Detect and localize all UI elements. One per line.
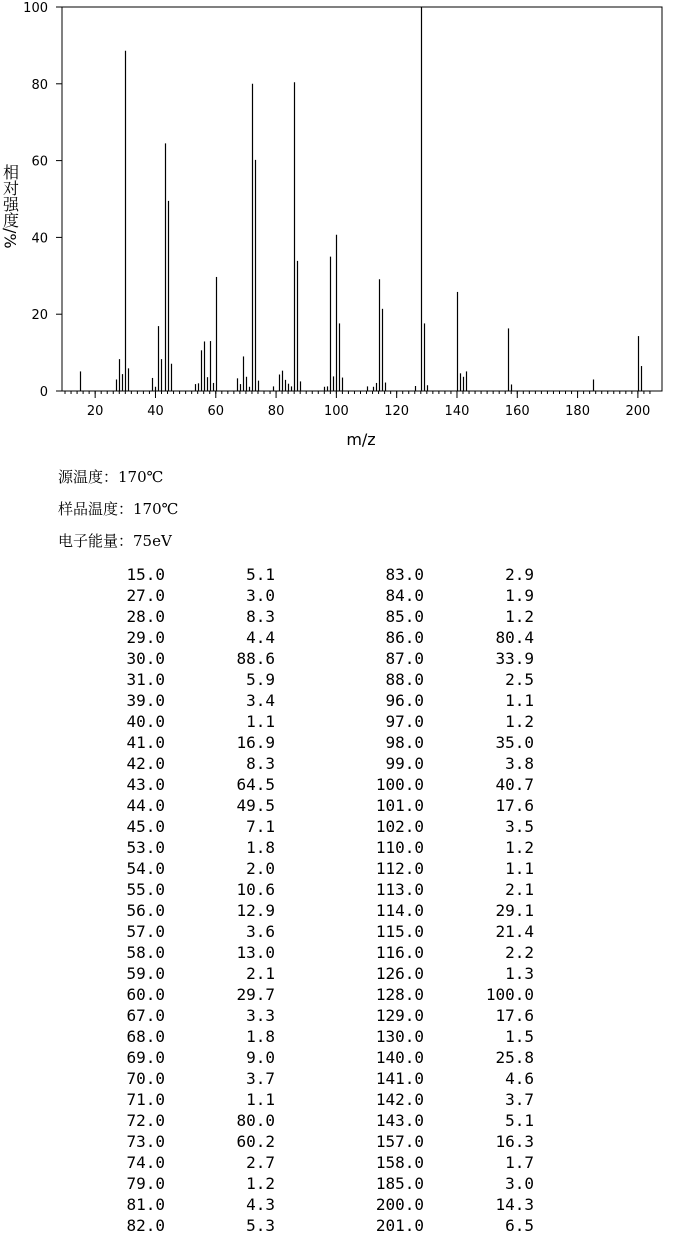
x-tick-label: 200	[625, 404, 651, 419]
x-tick-label: 60	[207, 404, 225, 419]
mz-value: 100.0	[375, 775, 424, 794]
intensity-value: 5.1	[505, 1111, 534, 1130]
mz-value: 53.0	[126, 838, 165, 857]
x-tick-label: 180	[565, 404, 590, 419]
intensity-value: 3.8	[505, 754, 534, 773]
mz-value: 30.0	[126, 649, 165, 668]
intensity-value: 8.3	[246, 607, 275, 626]
mz-value: 39.0	[126, 691, 165, 710]
source-temperature: 源温度：170℃	[58, 468, 164, 486]
intensity-value: 14.3	[495, 1195, 534, 1214]
mz-value: 128.0	[375, 985, 424, 1004]
mass-spectrum-chart	[0, 0, 680, 460]
intensity-value: 33.9	[495, 649, 534, 668]
intensity-value: 25.8	[495, 1048, 534, 1067]
intensity-value: 7.1	[246, 817, 275, 836]
intensity-value: 6.5	[505, 1216, 534, 1235]
mz-value: 101.0	[375, 796, 424, 815]
intensity-value: 21.4	[495, 922, 534, 941]
intensity-value: 3.0	[246, 586, 275, 605]
y-tick-label: 0	[39, 385, 48, 400]
mz-value: 31.0	[126, 670, 165, 689]
intensity-value: 4.3	[246, 1195, 275, 1214]
mz-value: 68.0	[126, 1027, 165, 1046]
intensity-value: 4.4	[246, 628, 275, 647]
x-tick-label: 20	[86, 404, 104, 419]
mz-value: 72.0	[126, 1111, 165, 1130]
mz-value: 98.0	[385, 733, 424, 752]
intensity-value: 1.2	[505, 838, 534, 857]
mz-value: 185.0	[375, 1174, 424, 1193]
intensity-value: 1.1	[246, 1090, 275, 1109]
mz-value: 84.0	[385, 586, 424, 605]
intensity-value: 2.5	[505, 670, 534, 689]
intensity-value: 2.0	[246, 859, 275, 878]
intensity-value: 1.2	[246, 1174, 275, 1193]
mz-value: 86.0	[385, 628, 424, 647]
mz-value: 110.0	[375, 838, 424, 857]
intensity-value: 1.1	[505, 691, 534, 710]
mz-value: 157.0	[375, 1132, 424, 1151]
mz-value: 70.0	[126, 1069, 165, 1088]
mz-value: 88.0	[385, 670, 424, 689]
mz-value: 130.0	[375, 1027, 424, 1046]
mz-value: 60.0	[126, 985, 165, 1004]
intensity-value: 80.0	[236, 1111, 275, 1130]
intensity-value: 9.0	[246, 1048, 275, 1067]
intensity-value: 17.6	[495, 1006, 534, 1025]
intensity-value: 5.1	[246, 565, 275, 584]
mz-value: 116.0	[375, 943, 424, 962]
intensity-value: 35.0	[495, 733, 534, 752]
y-tick-label: 60	[31, 154, 48, 170]
intensity-value: 2.2	[505, 943, 534, 962]
intensity-value: 29.7	[236, 985, 275, 1004]
intensity-value: 3.4	[246, 691, 275, 710]
mz-value: 97.0	[385, 712, 424, 731]
intensity-value: 8.3	[246, 754, 275, 773]
mz-value: 81.0	[126, 1195, 165, 1214]
mz-value: 115.0	[375, 922, 424, 941]
mz-value: 85.0	[385, 607, 424, 626]
mz-value: 83.0	[385, 565, 424, 584]
intensity-value: 64.5	[236, 775, 275, 794]
mz-value: 42.0	[126, 754, 165, 773]
intensity-value: 17.6	[495, 796, 534, 815]
x-tick-label: 80	[267, 404, 285, 419]
intensity-value: 1.8	[246, 1027, 275, 1046]
intensity-value: 2.1	[505, 880, 534, 899]
mz-value: 82.0	[126, 1216, 165, 1235]
intensity-value: 3.0	[505, 1174, 534, 1193]
intensity-value: 5.3	[246, 1216, 275, 1235]
intensity-value: 3.7	[505, 1090, 534, 1109]
mz-value: 59.0	[126, 964, 165, 983]
mz-value: 67.0	[126, 1006, 165, 1025]
mz-value: 15.0	[126, 565, 165, 584]
intensity-value: 100.0	[485, 985, 534, 1004]
mz-value: 114.0	[375, 901, 424, 920]
mz-value: 40.0	[126, 712, 165, 731]
mz-value: 99.0	[385, 754, 424, 773]
mz-value: 57.0	[126, 922, 165, 941]
y-axis-ticks	[23, 1, 62, 400]
mz-value: 73.0	[126, 1132, 165, 1151]
intensity-value: 1.9	[505, 586, 534, 605]
mz-value: 69.0	[126, 1048, 165, 1067]
intensity-value: 29.1	[495, 901, 534, 920]
intensity-value: 1.5	[505, 1027, 534, 1046]
intensity-value: 4.6	[505, 1069, 534, 1088]
electron-energy: 电子能量：75eV	[58, 532, 172, 550]
mz-value: 44.0	[126, 796, 165, 815]
mz-value: 200.0	[375, 1195, 424, 1214]
mz-value: 55.0	[126, 880, 165, 899]
intensity-value: 60.2	[236, 1132, 275, 1151]
mz-value: 112.0	[375, 859, 424, 878]
intensity-value: 1.1	[505, 859, 534, 878]
intensity-value: 1.2	[505, 607, 534, 626]
intensity-value: 2.9	[505, 565, 534, 584]
y-tick-label: 100	[23, 1, 48, 16]
mz-value: 79.0	[126, 1174, 165, 1193]
intensity-value: 49.5	[236, 796, 275, 815]
mz-value: 201.0	[375, 1216, 424, 1235]
intensity-value: 1.8	[246, 838, 275, 857]
intensity-value: 80.4	[495, 628, 534, 647]
intensity-value: 5.9	[246, 670, 275, 689]
intensity-value: 1.7	[505, 1153, 534, 1172]
mz-value: 27.0	[126, 586, 165, 605]
mz-value: 113.0	[375, 880, 424, 899]
mz-value: 158.0	[375, 1153, 424, 1172]
mz-value: 102.0	[375, 817, 424, 836]
intensity-value: 2.7	[246, 1153, 275, 1172]
y-tick-label: 80	[31, 77, 48, 93]
intensity-value: 1.1	[246, 712, 275, 731]
mz-value: 58.0	[126, 943, 165, 962]
mz-value: 54.0	[126, 859, 165, 878]
mz-value: 56.0	[126, 901, 165, 920]
x-axis-ticks	[87, 391, 650, 419]
x-tick-label: 40	[147, 404, 164, 419]
y-tick-label: 20	[31, 308, 48, 324]
intensity-value: 16.3	[495, 1132, 534, 1151]
x-tick-label: 100	[323, 404, 349, 419]
intensity-value: 88.6	[236, 649, 275, 668]
mz-value: 96.0	[385, 691, 424, 710]
mz-value: 140.0	[375, 1048, 424, 1067]
x-tick-label: 160	[504, 404, 530, 419]
intensity-value: 3.5	[505, 817, 534, 836]
intensity-value: 40.7	[495, 775, 534, 794]
sample-temperature: 样品温度：170℃	[58, 500, 179, 518]
x-tick-label: 120	[384, 404, 410, 419]
peak-sticks	[81, 7, 642, 391]
mz-value: 28.0	[126, 607, 165, 626]
y-axis-label: 相对强度/%	[0, 164, 20, 249]
intensity-value: 1.3	[505, 964, 534, 983]
intensity-value: 3.6	[246, 922, 275, 941]
plot-frame	[62, 7, 662, 391]
mz-value: 71.0	[126, 1090, 165, 1109]
intensity-value: 2.1	[246, 964, 275, 983]
mz-value: 74.0	[126, 1153, 165, 1172]
intensity-value: 1.2	[505, 712, 534, 731]
intensity-value: 3.7	[246, 1069, 275, 1088]
mz-value: 126.0	[375, 964, 424, 983]
mz-value: 141.0	[375, 1069, 424, 1088]
mz-value: 43.0	[126, 775, 165, 794]
mz-value: 41.0	[126, 733, 165, 752]
y-tick-label: 40	[31, 231, 48, 247]
intensity-value: 3.3	[246, 1006, 275, 1025]
mz-value: 29.0	[126, 628, 165, 647]
mz-value: 87.0	[385, 649, 424, 668]
intensity-value: 12.9	[236, 901, 275, 920]
mz-value: 143.0	[375, 1111, 424, 1130]
intensity-value: 10.6	[236, 880, 275, 899]
mz-value: 129.0	[375, 1006, 424, 1025]
mz-value: 142.0	[375, 1090, 424, 1109]
x-axis-label: m/z	[346, 430, 376, 449]
mz-value: 45.0	[126, 817, 165, 836]
intensity-value: 16.9	[236, 733, 275, 752]
x-tick-label: 140	[444, 404, 470, 419]
intensity-value: 13.0	[236, 943, 275, 962]
